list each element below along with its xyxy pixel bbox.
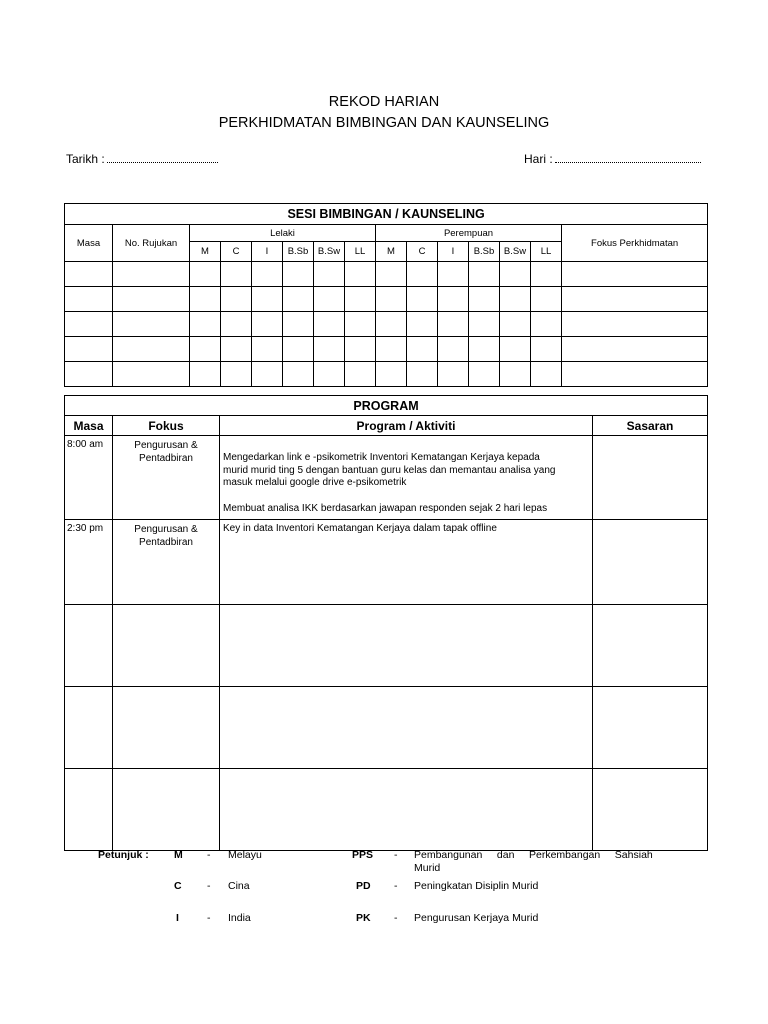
program-blank-row[interactable] <box>65 687 708 769</box>
legend-dash: - <box>207 849 211 861</box>
perempuan-code-ll: LL <box>531 242 562 262</box>
legend-text-india: India <box>228 912 251 924</box>
program-row-sasaran <box>593 520 708 605</box>
fokus-line: Pengurusan & <box>134 524 198 535</box>
sesi-table <box>64 203 708 387</box>
program-row-fokus <box>113 520 220 605</box>
legend-dash: - <box>394 849 398 861</box>
tarikh-blank-line[interactable] <box>107 150 218 163</box>
lelaki-code-bsw: B.Sw <box>314 242 345 262</box>
legend-dash: - <box>394 912 398 924</box>
legend-code-pk: PK <box>356 912 371 924</box>
sesi-blank-row[interactable] <box>65 337 708 362</box>
legend-text-pd: Peningkatan Disiplin Murid <box>414 880 539 892</box>
legend-dash: - <box>207 880 211 892</box>
legend-code-m: M <box>174 849 183 861</box>
program-row[interactable] <box>65 520 708 605</box>
legend-code-c: C <box>174 880 182 892</box>
lelaki-code-ll: LL <box>345 242 376 262</box>
hari-field[interactable] <box>524 150 701 166</box>
lelaki-code-bsb: B.Sb <box>283 242 314 262</box>
form-subtitle: PERKHIDMATAN BIMBINGAN DAN KAUNSELING <box>218 115 550 131</box>
sesi-blank-row[interactable] <box>65 287 708 312</box>
perempuan-code-i: I <box>438 242 469 262</box>
legend-dash: - <box>394 880 398 892</box>
fokus-line: Pengurusan & <box>134 440 198 451</box>
legend-code-pd: PD <box>356 880 371 892</box>
program-title: PROGRAM <box>65 396 708 416</box>
lelaki-code-c: C <box>221 242 252 262</box>
legend-text-cina: Cina <box>228 880 250 892</box>
aktiviti-line: Membuat analisa IKK berdasarkan jawapan responden sejak 2 hari lepas <box>223 502 548 514</box>
aktiviti-line: masuk melalui google drive e-psikometrik <box>223 477 407 488</box>
aktiviti-line: Mengedarkan link e -psikometrik Inventori Kematangan Kerjaya kepada <box>223 452 540 463</box>
perempuan-code-m: M <box>376 242 407 262</box>
sesi-title: SESI BIMBINGAN / KAUNSELING <box>65 204 708 225</box>
program-table <box>64 395 708 851</box>
legend-text-pps: Pembangunan dan Perkembangan Sahsiah <box>414 849 653 861</box>
program-row-aktiviti <box>220 520 593 605</box>
form-title: REKOD HARIAN <box>328 94 440 110</box>
legend-text-pps-cont: Murid <box>414 862 441 874</box>
legend-text-pk: Pengurusan Kerjaya Murid <box>414 912 539 924</box>
program-row[interactable] <box>65 436 708 520</box>
program-row-masa: 8:00 am <box>65 436 113 520</box>
tarikh-field[interactable] <box>66 150 218 166</box>
tarikh-label: Tarikh : <box>66 152 105 166</box>
program-col-sasaran: Sasaran <box>593 416 708 436</box>
aktiviti-line: murid murid ting 5 dengan bantuan guru kelas dan memantau analisa yang <box>223 464 556 476</box>
legend-text-melayu: Melayu <box>228 849 262 861</box>
fokus-line: Pentadbiran <box>139 537 193 548</box>
sesi-col-rujukan: No. Rujukan <box>113 225 190 262</box>
sesi-blank-row[interactable] <box>65 262 708 287</box>
hari-blank-line[interactable] <box>555 150 701 163</box>
sesi-blank-row[interactable] <box>65 362 708 387</box>
program-row-aktiviti <box>220 436 593 520</box>
perempuan-code-c: C <box>407 242 438 262</box>
legend-code-i: I <box>176 912 179 924</box>
program-row-masa: 2:30 pm <box>65 520 113 605</box>
sesi-col-perempuan: Perempuan <box>376 225 562 242</box>
aktiviti-line: Key in data Inventori Kematangan Kerjaya dalam tapak offline <box>223 523 497 534</box>
petunjuk-label: Petunjuk : <box>98 849 149 861</box>
program-blank-row[interactable] <box>65 769 708 851</box>
program-col-masa: Masa <box>65 416 113 436</box>
fokus-line: Pentadbiran <box>139 453 193 464</box>
hari-label: Hari : <box>524 152 553 166</box>
legend-dash: - <box>207 912 211 924</box>
perempuan-code-bsw: B.Sw <box>500 242 531 262</box>
lelaki-code-m: M <box>190 242 221 262</box>
sesi-col-masa: Masa <box>65 225 113 262</box>
program-col-fokus: Fokus <box>113 416 220 436</box>
program-row-fokus <box>113 436 220 520</box>
lelaki-code-i: I <box>252 242 283 262</box>
perempuan-code-bsb: B.Sb <box>469 242 500 262</box>
legend-code-pps: PPS <box>352 849 374 861</box>
sesi-col-lelaki: Lelaki <box>190 225 376 242</box>
sesi-blank-row[interactable] <box>65 312 708 337</box>
sesi-col-fokus: Fokus Perkhidmatan <box>562 225 708 262</box>
program-row-sasaran <box>593 436 708 520</box>
program-blank-row[interactable] <box>65 605 708 687</box>
program-col-aktiviti: Program / Aktiviti <box>220 416 593 436</box>
